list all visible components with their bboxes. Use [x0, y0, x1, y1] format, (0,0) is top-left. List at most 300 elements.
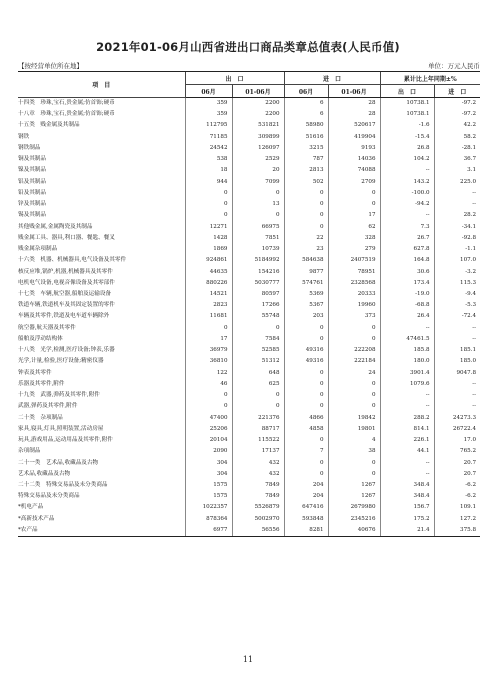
table-row	[18, 210, 480, 221]
cell-export-month: 0	[185, 323, 232, 334]
cell-import-cumulative: 17	[328, 210, 380, 221]
cell-import-cumulative: 0	[328, 401, 380, 412]
cell-growth-export: 814.1	[380, 424, 434, 435]
cell-import-cumulative: 74088	[328, 165, 380, 176]
cell-growth-import: 26722.4	[434, 424, 480, 435]
header-growth-export: 出 口	[380, 85, 434, 98]
cell-growth-import: 42.2	[434, 120, 480, 131]
cell-export-cumulative: 7099	[232, 177, 284, 188]
row-label: 铅及其制品	[18, 189, 46, 196]
cell-growth-import: -28.1	[434, 143, 480, 154]
table-row	[18, 458, 480, 469]
cell-growth-export: 175.2	[380, 514, 434, 525]
cell-export-month: 304	[185, 458, 232, 469]
cell-growth-export: 226.1	[380, 435, 434, 446]
cell-import-cumulative: 24	[328, 368, 380, 379]
cell-growth-export: 44.1	[380, 446, 434, 457]
cell-growth-import: -92.8	[434, 233, 480, 244]
cell-import-cumulative: 19801	[328, 424, 380, 435]
cell-export-month: 46	[185, 379, 232, 390]
table-row	[18, 390, 480, 401]
cell-export-cumulative: 531821	[232, 120, 284, 131]
cell-import-month: 203	[284, 311, 328, 322]
cell-growth-import: 765.2	[434, 446, 480, 457]
cell-growth-import: -6.2	[434, 491, 480, 502]
cell-export-month: 0	[185, 390, 232, 401]
header-export-cumulative: 01-06月	[232, 85, 284, 98]
row-label: 十八章 珍珠,宝石,贵金属;仿首饰;硬币	[18, 111, 115, 118]
cell-export-cumulative: 0	[232, 323, 284, 334]
cell-export-cumulative: 80597	[232, 289, 284, 300]
cell-export-cumulative: 309899	[232, 132, 284, 143]
cell-growth-import: 3.1	[434, 165, 480, 176]
cell-growth-export: --	[380, 469, 434, 480]
cell-export-cumulative: 66975	[232, 222, 284, 233]
cell-import-month: 647416	[284, 502, 328, 513]
table-row	[18, 435, 480, 446]
cell-growth-import: -6.2	[434, 480, 480, 491]
cell-growth-export: 180.0	[380, 356, 434, 367]
cell-import-month: 4858	[284, 424, 328, 435]
cell-export-month: 44635	[185, 267, 232, 278]
cell-import-cumulative: 0	[328, 379, 380, 390]
cell-export-cumulative: 7584	[232, 334, 284, 345]
cell-growth-import: --	[434, 323, 480, 334]
row-label: 电机电气设备,电视音像设备及其零部件	[18, 279, 115, 286]
cell-import-cumulative: 28	[328, 98, 380, 110]
row-label: 十四类 珍珠,宝石,贵金属;仿首饰;硬币	[18, 100, 115, 106]
cell-export-month: 880226	[185, 278, 232, 289]
cell-import-month: 2813	[284, 165, 328, 176]
cell-import-cumulative: 62	[328, 222, 380, 233]
cell-growth-export: -15.4	[380, 132, 434, 143]
cell-import-month: 574761	[284, 278, 328, 289]
table-row	[18, 143, 480, 154]
cell-import-month: 0	[284, 188, 328, 199]
cell-export-cumulative: 10739	[232, 244, 284, 255]
cell-import-month: 49316	[284, 345, 328, 356]
cell-import-cumulative: 0	[328, 390, 380, 401]
row-label: 十九类 武器,弹药及其零件,附件	[18, 392, 100, 399]
row-label: 钟表及其零件	[18, 369, 52, 376]
cell-export-month: 538	[185, 154, 232, 165]
cell-export-cumulative: 221376	[232, 413, 284, 424]
header-export-month: 06月	[185, 85, 232, 98]
cell-import-cumulative: 0	[328, 334, 380, 345]
cell-export-cumulative: 2529	[232, 154, 284, 165]
cell-import-month: 204	[284, 480, 328, 491]
cell-export-month: 36810	[185, 356, 232, 367]
cell-import-month: 49316	[284, 356, 328, 367]
cell-import-cumulative: 2407519	[328, 255, 380, 266]
filter-label: 【按经营单位所在地】	[18, 62, 83, 70]
header-import-cumulative: 01-06月	[328, 85, 380, 98]
cell-growth-export: -68.8	[380, 300, 434, 311]
cell-growth-import: 17.0	[434, 435, 480, 446]
table-row	[18, 289, 480, 300]
cell-growth-import: 24273.3	[434, 413, 480, 424]
cell-export-cumulative: 56556	[232, 525, 284, 537]
cell-import-cumulative: 20333	[328, 289, 380, 300]
cell-export-month: 17	[185, 334, 232, 345]
table-row	[18, 244, 480, 255]
cell-import-cumulative: 2345216	[328, 514, 380, 525]
table-row	[18, 491, 480, 502]
cell-growth-import: 20.7	[434, 469, 480, 480]
table-row	[18, 469, 480, 480]
row-label: 钢铁制品	[18, 144, 41, 151]
cell-import-month: 0	[284, 323, 328, 334]
cell-growth-export: --	[380, 401, 434, 412]
cell-import-month: 0	[284, 469, 328, 480]
cell-export-cumulative: 17137	[232, 446, 284, 457]
cell-growth-export: 288.2	[380, 413, 434, 424]
cell-import-cumulative: 14036	[328, 154, 380, 165]
cell-export-cumulative: 52585	[232, 345, 284, 356]
cell-export-month: 122	[185, 368, 232, 379]
header-growth: 累计比上年同期±%	[380, 72, 480, 85]
row-label: 乐器及其零件,附件	[18, 380, 65, 387]
table-row	[18, 311, 480, 322]
cell-growth-import: --	[434, 199, 480, 210]
cell-export-month: 24542	[185, 143, 232, 154]
cell-import-cumulative: 0	[328, 458, 380, 469]
table-row	[18, 154, 480, 165]
cell-growth-import: --	[434, 334, 480, 345]
cell-import-cumulative: 373	[328, 311, 380, 322]
cell-export-cumulative: 0	[232, 210, 284, 221]
cell-import-month: 23	[284, 244, 328, 255]
cell-growth-export: 7.3	[380, 222, 434, 233]
table-row	[18, 199, 480, 210]
cell-import-cumulative: 2328568	[328, 278, 380, 289]
cell-growth-import: -1.1	[434, 244, 480, 255]
cell-growth-export: 164.8	[380, 255, 434, 266]
row-label: 锌及其制品	[18, 201, 46, 208]
page-number: 11	[242, 655, 254, 664]
row-label: 锡及其制品	[18, 212, 46, 219]
cell-growth-import: 127.2	[434, 514, 480, 525]
cell-export-month: 304	[185, 469, 232, 480]
cell-growth-export: --	[380, 323, 434, 334]
cell-export-cumulative: 7849	[232, 480, 284, 491]
cell-growth-export: --	[380, 165, 434, 176]
cell-import-month: 0	[284, 458, 328, 469]
cell-import-cumulative: 520617	[328, 120, 380, 131]
cell-growth-import: --	[434, 390, 480, 401]
row-label: *机电产品	[18, 504, 44, 511]
table-row	[18, 334, 480, 345]
row-label: 杂项制品	[18, 448, 41, 455]
cell-growth-export: 348.4	[380, 491, 434, 502]
cell-import-month: 0	[284, 210, 328, 221]
row-label: 光学,计量,检验,医疗设备;精密仪器	[18, 358, 104, 365]
cell-export-cumulative: 154216	[232, 267, 284, 278]
row-label: 玩具,游戏用品,运动用品及其零件,附件	[18, 437, 113, 444]
cell-growth-import: 9047.8	[434, 368, 480, 379]
cell-export-month: 12271	[185, 222, 232, 233]
cell-growth-import: -72.4	[434, 311, 480, 322]
cell-growth-export: 10738.1	[380, 98, 434, 110]
cell-import-month: 0	[284, 379, 328, 390]
cell-export-month: 2090	[185, 446, 232, 457]
cell-export-month: 11681	[185, 311, 232, 322]
table-row	[18, 165, 480, 176]
cell-export-month: 6977	[185, 525, 232, 537]
header-growth-import: 进 口	[434, 85, 480, 98]
row-label: 其他贱金属,金属陶瓷及其制品	[18, 223, 93, 230]
cell-export-month: 0	[185, 188, 232, 199]
cell-growth-import: -3.2	[434, 267, 480, 278]
cell-growth-import: 185.1	[434, 345, 480, 356]
cell-growth-export: 348.4	[380, 480, 434, 491]
cell-growth-export: 143.2	[380, 177, 434, 188]
cell-export-month: 359	[185, 98, 232, 110]
cell-growth-export: 3901.4	[380, 368, 434, 379]
cell-export-month: 1869	[185, 244, 232, 255]
cell-export-month: 0	[185, 210, 232, 221]
cell-import-cumulative: 38	[328, 446, 380, 457]
table-row	[18, 300, 480, 311]
cell-import-month: 204	[284, 491, 328, 502]
cell-growth-import: --	[434, 401, 480, 412]
cell-import-cumulative: 0	[328, 199, 380, 210]
cell-import-month: 0	[284, 435, 328, 446]
cell-growth-import: -97.2	[434, 98, 480, 110]
cell-growth-export: -19.0	[380, 289, 434, 300]
cell-growth-export: --	[380, 210, 434, 221]
cell-growth-import: 20.7	[434, 458, 480, 469]
cell-export-month: 18	[185, 165, 232, 176]
cell-growth-import: 36.7	[434, 154, 480, 165]
row-label: 贱金属工具、器具,利口器、餐匙、餐叉	[18, 234, 115, 241]
cell-import-month: 0	[284, 222, 328, 233]
table-row	[18, 278, 480, 289]
cell-export-month: 1428	[185, 233, 232, 244]
table-row	[18, 356, 480, 367]
cell-growth-export: 30.6	[380, 267, 434, 278]
cell-export-cumulative: 0	[232, 390, 284, 401]
page-title: 2021年01-06月山西省进出口商品类章总值表(人民币值)	[96, 40, 400, 54]
table-row	[18, 109, 480, 120]
header-export: 出 口	[185, 72, 284, 85]
row-label: 二十一类 艺术品,收藏品及古物	[18, 459, 99, 466]
cell-import-cumulative: 419904	[328, 132, 380, 143]
table-row	[18, 446, 480, 457]
table-row	[18, 177, 480, 188]
cell-growth-export: -94.2	[380, 199, 434, 210]
cell-export-month: 36979	[185, 345, 232, 356]
cell-export-cumulative: 5002970	[232, 514, 284, 525]
table-row	[18, 502, 480, 513]
table-row	[18, 222, 480, 233]
cell-growth-export: 1079.6	[380, 379, 434, 390]
cell-import-month: 0	[284, 368, 328, 379]
cell-import-month: 0	[284, 199, 328, 210]
row-label: 特殊交易品及未分类商品	[18, 493, 80, 500]
cell-growth-export: -1.6	[380, 120, 434, 131]
cell-import-month: 6	[284, 109, 328, 120]
cell-import-month: 584638	[284, 255, 328, 266]
cell-growth-import: 185.0	[434, 356, 480, 367]
row-label: 车辆及其零件,铁道及电车道车辆除外	[18, 313, 110, 320]
cell-import-month: 9877	[284, 267, 328, 278]
cell-export-cumulative: 17266	[232, 300, 284, 311]
cell-export-cumulative: 625	[232, 379, 284, 390]
table-row	[18, 233, 480, 244]
cell-export-cumulative: 432	[232, 469, 284, 480]
cell-export-cumulative: 51312	[232, 356, 284, 367]
header-item: 项 目	[18, 72, 185, 98]
cell-growth-import: -5.3	[434, 300, 480, 311]
row-label: 航空器,航天器及其零件	[18, 324, 76, 331]
cell-growth-export: 156.7	[380, 502, 434, 513]
cell-import-month: 5367	[284, 300, 328, 311]
cell-import-month: 3215	[284, 143, 328, 154]
table-row	[18, 480, 480, 491]
row-label: 贱金属杂项制品	[18, 246, 58, 253]
row-label: 家具,寝具,灯具,照明装置,活动房屋	[18, 425, 104, 432]
table-row	[18, 525, 480, 537]
table-row	[18, 424, 480, 435]
cell-import-cumulative: 1267	[328, 491, 380, 502]
cell-export-cumulative: 5030777	[232, 278, 284, 289]
cell-import-cumulative: 28	[328, 109, 380, 120]
row-label: 十六类 机器、机械器具,电气设备及其零件	[18, 257, 127, 264]
cell-growth-export: 185.8	[380, 345, 434, 356]
cell-growth-export: 21.4	[380, 525, 434, 537]
cell-import-cumulative: 1267	[328, 480, 380, 491]
row-label: *高新技术产品	[18, 515, 55, 522]
cell-growth-import: --	[434, 188, 480, 199]
row-label: 船舶及浮动结构体	[18, 335, 63, 342]
cell-export-month: 1575	[185, 491, 232, 502]
cell-growth-import: --	[434, 379, 480, 390]
cell-growth-import: -34.1	[434, 222, 480, 233]
cell-growth-export: 10738.1	[380, 109, 434, 120]
cell-import-month: 502	[284, 177, 328, 188]
row-label: 铜及其制品	[18, 156, 46, 163]
table-row	[18, 132, 480, 143]
cell-export-month: 1575	[185, 480, 232, 491]
table-row	[18, 98, 480, 110]
cell-import-cumulative: 222184	[328, 356, 380, 367]
cell-growth-export: 47461.5	[380, 334, 434, 345]
cell-import-cumulative: 2709	[328, 177, 380, 188]
cell-import-cumulative: 0	[328, 323, 380, 334]
cell-growth-export: 627.8	[380, 244, 434, 255]
table-row	[18, 368, 480, 379]
table-row	[18, 267, 480, 278]
cell-import-cumulative: 19960	[328, 300, 380, 311]
row-label: 铝及其制品	[18, 178, 46, 185]
cell-import-cumulative: 0	[328, 188, 380, 199]
cell-export-month: 359	[185, 109, 232, 120]
header-import-month: 06月	[284, 85, 328, 98]
cell-export-month: 25206	[185, 424, 232, 435]
cell-import-cumulative: 78951	[328, 267, 380, 278]
cell-export-cumulative: 126097	[232, 143, 284, 154]
cell-export-month: 0	[185, 199, 232, 210]
header-import: 进 口	[284, 72, 380, 85]
cell-import-month: 8281	[284, 525, 328, 537]
cell-import-month: 593848	[284, 514, 328, 525]
table-row	[18, 323, 480, 334]
cell-growth-import: -9.4	[434, 289, 480, 300]
row-label: 钢铁	[18, 133, 30, 140]
cell-export-cumulative: 5184992	[232, 255, 284, 266]
cell-growth-import: 58.2	[434, 132, 480, 143]
cell-import-cumulative: 222208	[328, 345, 380, 356]
cell-import-cumulative: 9193	[328, 143, 380, 154]
cell-export-month: 944	[185, 177, 232, 188]
cell-export-month: 1022357	[185, 502, 232, 513]
cell-growth-import: 375.8	[434, 525, 480, 537]
cell-export-month: 71185	[185, 132, 232, 143]
cell-export-cumulative: 88717	[232, 424, 284, 435]
cell-export-cumulative: 5526879	[232, 502, 284, 513]
cell-export-month: 112795	[185, 120, 232, 131]
table-row	[18, 413, 480, 424]
cell-export-cumulative: 20	[232, 165, 284, 176]
cell-export-cumulative: 0	[232, 188, 284, 199]
cell-export-cumulative: 115522	[232, 435, 284, 446]
cell-export-cumulative: 648	[232, 368, 284, 379]
cell-import-cumulative: 4	[328, 435, 380, 446]
cell-growth-import: 225.0	[434, 177, 480, 188]
cell-export-cumulative: 7849	[232, 491, 284, 502]
cell-growth-export: 26.4	[380, 311, 434, 322]
cell-export-month: 0	[185, 401, 232, 412]
cell-growth-export: 26.8	[380, 143, 434, 154]
row-label: 十七类 车辆,航空器,船舶及运输设备	[18, 290, 112, 297]
cell-import-cumulative: 279	[328, 244, 380, 255]
cell-import-cumulative: 40676	[328, 525, 380, 537]
cell-import-cumulative: 19842	[328, 413, 380, 424]
table-body	[18, 98, 480, 537]
cell-growth-export: -100.0	[380, 188, 434, 199]
table-row	[18, 401, 480, 412]
cell-import-month: 58980	[284, 120, 328, 131]
cell-export-cumulative: 2200	[232, 98, 284, 110]
trade-table	[18, 71, 480, 537]
cell-growth-export: --	[380, 390, 434, 401]
cell-export-cumulative: 432	[232, 458, 284, 469]
row-label: 武器,弹药及其零件,附件	[18, 403, 78, 410]
cell-import-month: 7	[284, 446, 328, 457]
cell-export-cumulative: 13	[232, 199, 284, 210]
cell-export-month: 2823	[185, 300, 232, 311]
cell-export-month: 924861	[185, 255, 232, 266]
cell-import-month: 787	[284, 154, 328, 165]
cell-import-month: 5369	[284, 289, 328, 300]
row-label: 十五类 贱金属及其制品	[18, 122, 80, 129]
row-label: 铁道车辆,铁道机车及其固定装置的零件	[18, 302, 115, 309]
row-label: 镍及其制品	[18, 167, 46, 174]
cell-import-month: 0	[284, 390, 328, 401]
cell-export-month: 878364	[185, 514, 232, 525]
cell-export-cumulative: 55748	[232, 311, 284, 322]
cell-export-cumulative: 7851	[232, 233, 284, 244]
cell-export-month: 47400	[185, 413, 232, 424]
row-label: 艺术品,收藏品及古物	[18, 470, 71, 477]
row-label: 二十二类 特殊交易品及未分类商品	[18, 481, 108, 488]
row-label: *农产品	[18, 525, 185, 537]
row-label: 核反应堆,锅炉,机器,机械器具及其零件	[18, 268, 113, 275]
cell-import-month: 0	[284, 334, 328, 345]
cell-growth-export: --	[380, 458, 434, 469]
cell-import-cumulative: 2679980	[328, 502, 380, 513]
